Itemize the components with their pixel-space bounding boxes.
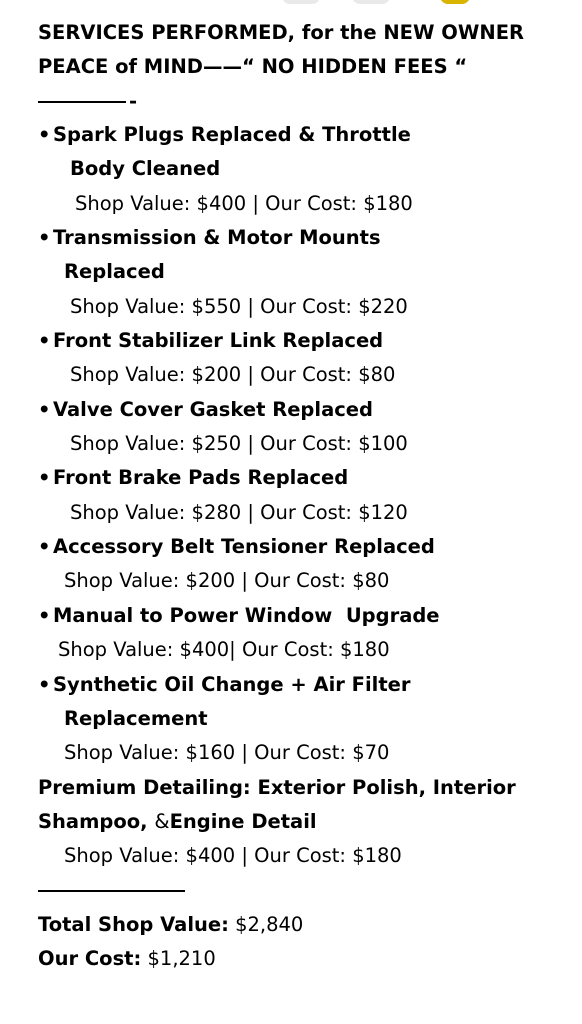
bullet-icon: • <box>38 673 51 696</box>
service-title: • Spark Plugs Replaced & Throttle <box>38 118 411 152</box>
service-value: Shop Value: $160 | Our Cost: $70 <box>64 741 390 764</box>
service-title: • Synthetic Oil Change + Air Filter <box>38 668 411 702</box>
status-decoration <box>352 0 390 4</box>
divider <box>38 890 185 892</box>
service-title: • Transmission & Motor Mounts <box>38 221 381 255</box>
service-value: Shop Value: $250 | Our Cost: $100 <box>70 432 408 455</box>
detailing-title: Premium Detailing: Exterior Polish, Interior <box>38 776 516 799</box>
service-value: Shop Value: $280 | Our Cost: $120 <box>70 501 408 524</box>
service-title-cont: Replacement <box>64 707 208 730</box>
divider <box>38 101 126 103</box>
service-value: Shop Value: $200 | Our Cost: $80 <box>64 569 390 592</box>
header-line-2: PEACE of MIND——“ NO HIDDEN FEES “ <box>38 55 468 78</box>
service-title: • Accessory Belt Tensioner Replaced <box>38 530 435 564</box>
bullet-icon: • <box>38 398 51 421</box>
service-value: Shop Value: $400 | Our Cost: $180 <box>75 192 413 215</box>
total-shop-value: Total Shop Value: $2,840 <box>38 913 304 936</box>
bullet-icon: • <box>38 466 51 489</box>
service-title: • Front Brake Pads Replaced <box>38 461 348 495</box>
total-our-cost: Our Cost: $1,210 <box>38 947 216 970</box>
divider-dash: - <box>129 90 138 113</box>
service-title: • Manual to Power Window Upgrade <box>38 599 440 633</box>
detailing-value: Shop Value: $400 | Our Cost: $180 <box>64 844 402 867</box>
status-decoration <box>282 0 320 4</box>
bullet-icon: • <box>38 329 51 352</box>
header-line-1: SERVICES PERFORMED, for the NEW OWNER <box>38 21 525 44</box>
service-title-cont: Body Cleaned <box>70 157 221 180</box>
bullet-icon: • <box>38 604 51 627</box>
service-value: Shop Value: $550 | Our Cost: $220 <box>70 295 408 318</box>
service-title: • Valve Cover Gasket Replaced <box>38 393 373 427</box>
status-decoration <box>440 0 470 4</box>
detailing-title-cont: Shampoo, &Engine Detail <box>38 810 317 833</box>
service-title-cont: Replaced <box>64 260 165 283</box>
bullet-icon: • <box>38 226 51 249</box>
bullet-icon: • <box>38 535 51 558</box>
service-value: Shop Value: $200 | Our Cost: $80 <box>70 363 396 386</box>
service-title: • Front Stabilizer Link Replaced <box>38 324 383 358</box>
service-value: Shop Value: $400| Our Cost: $180 <box>58 638 390 661</box>
bullet-icon: • <box>38 123 51 146</box>
